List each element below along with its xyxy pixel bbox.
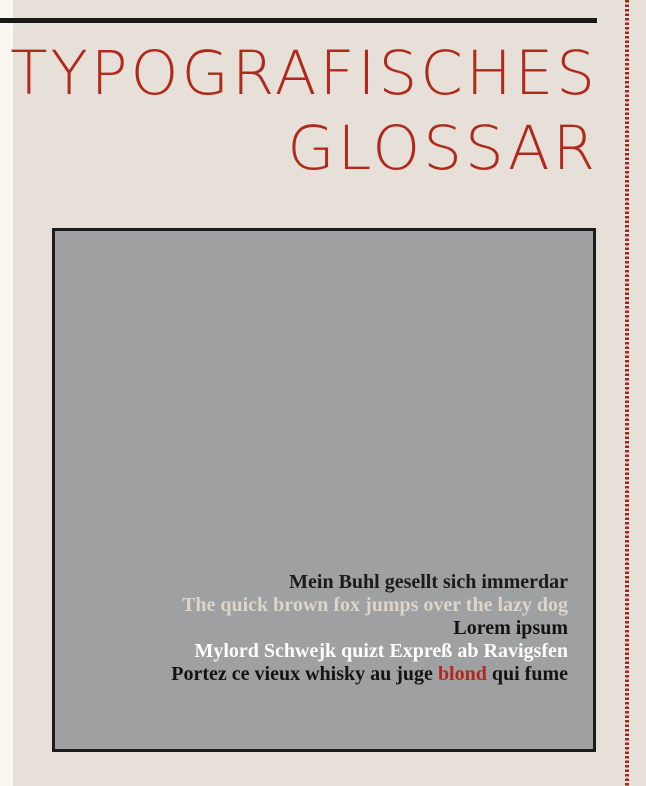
pangram-segment: The quick brown fox jumps over the lazy dog	[182, 594, 568, 616]
page-title-line-2: GLOSSAR	[287, 113, 598, 184]
pangram-line	[171, 571, 568, 594]
pangram-segment: Lorem ipsum	[453, 617, 568, 639]
pangram-segment: qui fume	[486, 663, 568, 685]
top-rule	[0, 18, 597, 23]
pangram-line	[171, 617, 568, 640]
dotted-vertical-rule	[625, 0, 629, 786]
pangram-line	[171, 663, 568, 686]
pangram-segment: Mein Buhl gesellt sich immerdar	[289, 571, 568, 593]
pangram-segment: Mylord Schwejk quizt Expreß ab Ravigsfen	[194, 640, 568, 662]
pangram-segment: Portez ce vieux whisky au juge	[171, 663, 438, 685]
pangram-list	[171, 571, 568, 686]
page-title-line-1: TYPOGRAFISCHES	[10, 38, 598, 109]
type-specimen-box	[52, 228, 596, 752]
pangram-line	[171, 594, 568, 617]
pangram-segment: blond	[437, 663, 487, 685]
pangram-line	[171, 640, 568, 663]
page-title	[0, 36, 598, 186]
